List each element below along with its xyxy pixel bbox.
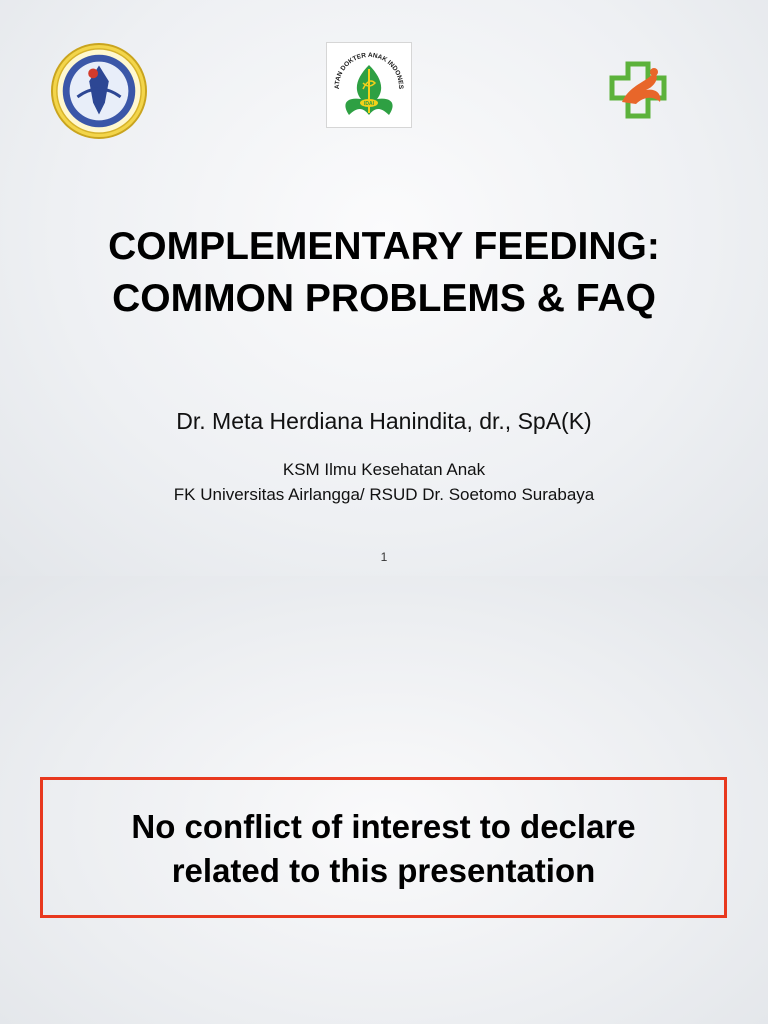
university-seal-icon [50,42,148,140]
idai-ring-text: ATAN DOKTER ANAK INDONES [333,51,405,90]
declaration-line-2: related to this presentation [171,852,596,889]
declaration-line-1: No conflict of interest to declare [131,808,636,845]
affiliation-department: KSM Ilmu Kesehatan Anak [282,460,486,479]
affiliation-institution: FK Universitas Airlangga/ RSUD Dr. Soetomo Surabaya [173,485,595,504]
page-number: 1 [380,550,388,564]
hospital-cross-icon [608,60,672,120]
declaration-box [40,777,727,918]
slide-title-line-1: COMPLEMENTARY FEEDING: [108,225,660,268]
idai-badge-text: IDAI [364,101,374,107]
slide-title-line-2: COMMON PROBLEMS & FAQ [112,277,656,320]
author-name: Dr. Meta Herdiana Hanindita, dr., SpA(K) [176,408,592,434]
idai-logo-icon [327,43,411,127]
idai-logo [326,42,412,128]
declaration-slide [0,576,768,1024]
